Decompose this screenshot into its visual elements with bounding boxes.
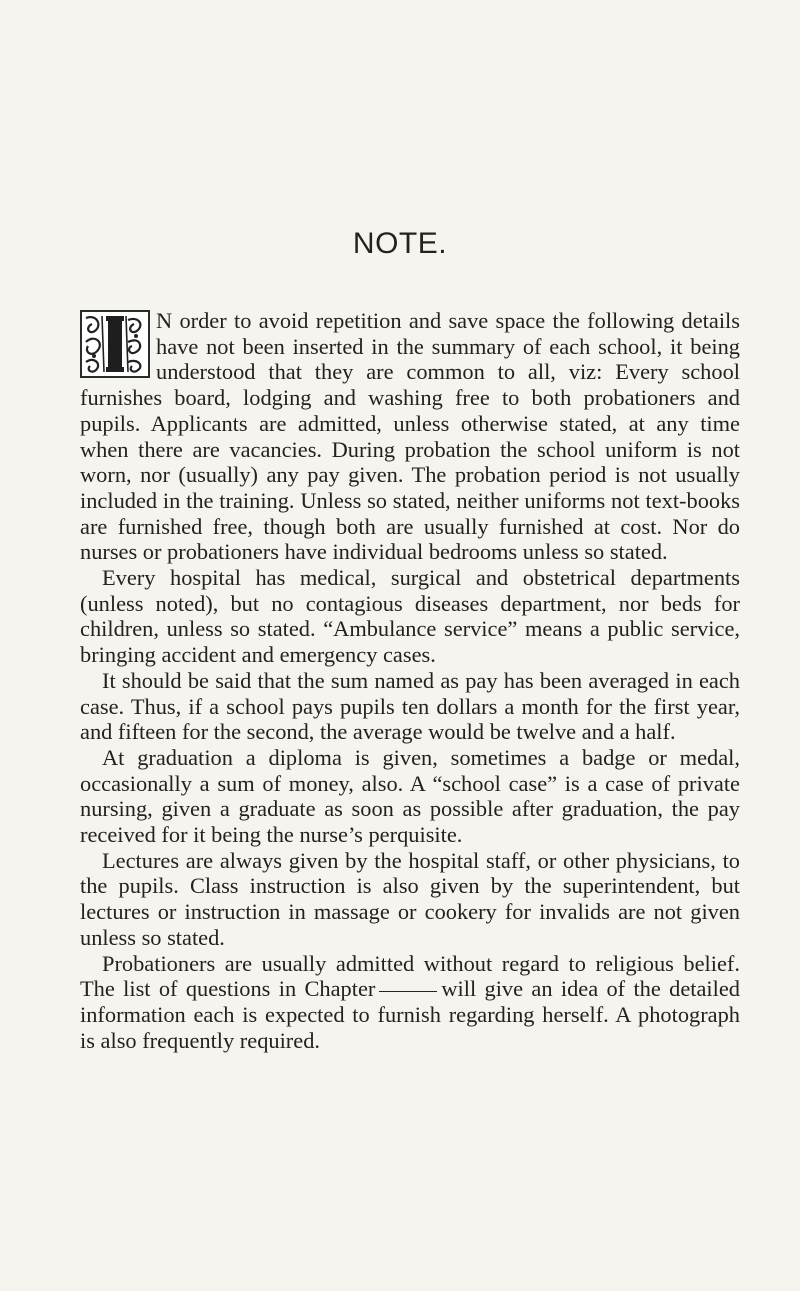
paragraph-1-text: N order to avoid repetition and save space the following details have not been inserted in the summary of each school, it being understood that they are common to all, viz: Every school furnishes board, lodging and washing free to both probationers and pupils. Applicants are admitted, unless otherwise stated, at any time when there are vacancies. During probation the school uniform is not worn, nor (usually) any pay given. The probation period is not usually included in the training. Unless so stated, neither uniforms not text-books are furnished free, though both are usually furnished at cost. Nor do nurses or probationers have individual bedrooms unless so stated. bbox=[80, 308, 740, 565]
note-body bbox=[80, 308, 740, 1053]
paragraph-2: Every hospital has medical, surgical and obstetrical departments (unless noted), but no contagious diseases department, nor beds for children, unless so stated. “Ambulance service” means a public service, bringing accident and emergency cases. bbox=[80, 565, 740, 668]
paragraph-1 bbox=[80, 308, 740, 565]
chapter-blank-line bbox=[379, 991, 437, 992]
ornamental-initial bbox=[80, 310, 150, 378]
paragraph-6-text-before: Probationers are usually admitted without regard to religious belief. The list of questions in Chapter bbox=[80, 950, 740, 1002]
page-title: NOTE. bbox=[352, 227, 448, 260]
paragraph-5: Lectures are always given by the hospital staff, or other physicians, to the pupils. Class instruction is also given by the superintendent, but lectures or instruction in massage or cookery for invalids are not given unless so stated. bbox=[80, 847, 740, 950]
paragraph-4: At graduation a diploma is given, sometimes a badge or medal, occasionally a sum of money, also. A “school case” is a case of private nursing, given a graduate as soon as possible after graduation, the pay received for it being the nurse’s perquisite. bbox=[80, 744, 740, 848]
paragraph-6-text-after: will give an idea of the detailed information each is expected to furnish regarding herself. A photograph is also frequently required. bbox=[80, 976, 740, 1053]
paragraph-3: It should be said that the sum named as pay has been averaged in each case. Thus, if a school pays pupils ten dollars a month for the first year, and fifteen for the second, the average would be twelve and a half. bbox=[80, 667, 740, 745]
ornamental-initial-graphic bbox=[82, 312, 148, 376]
paragraph-6 bbox=[80, 951, 740, 1054]
